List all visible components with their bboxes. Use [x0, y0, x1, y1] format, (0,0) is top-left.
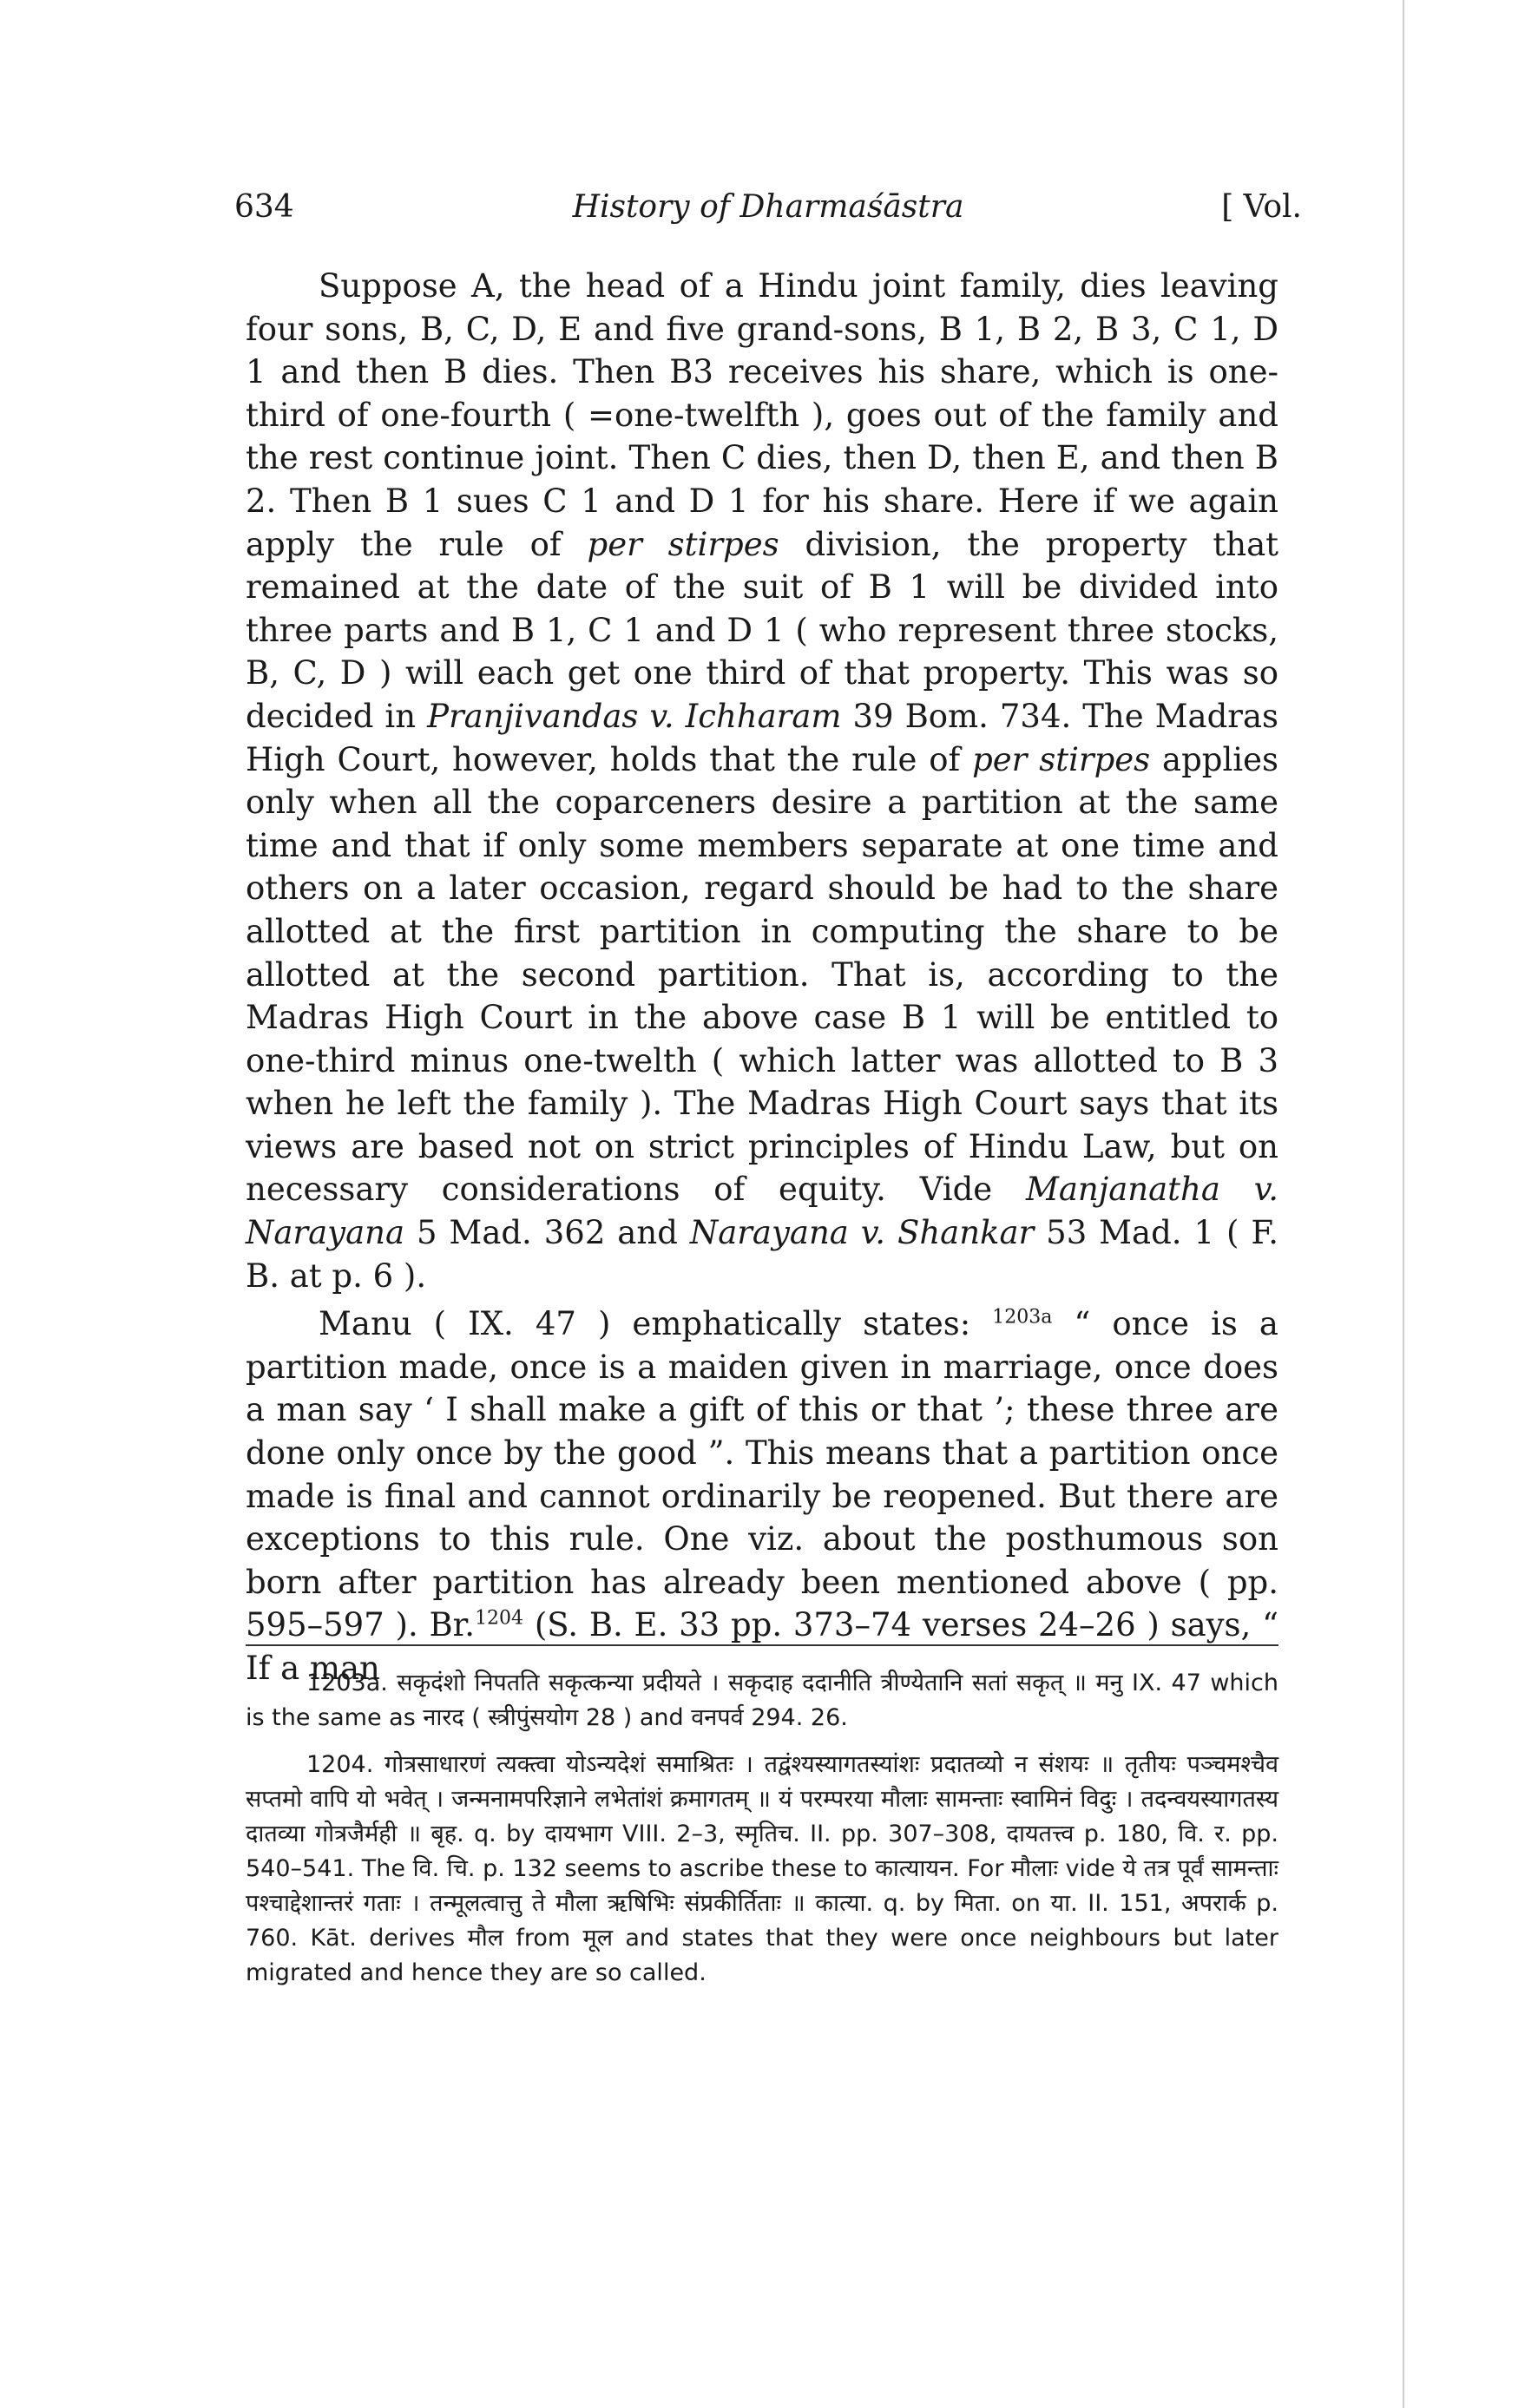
- volume-label: [ Vol.: [1221, 189, 1302, 225]
- text-run: (S. B. E. 33 pp. 373–74 verses 24–26 ) says, “ If a man: [246, 1606, 1278, 1687]
- text-run: Manu ( IX. 47 ) emphatically states:: [319, 1305, 993, 1343]
- paragraph: [246, 265, 1278, 1297]
- text-run: 53 Mad. 1 ( F. B. at p. 6 ).: [246, 1214, 1278, 1295]
- footnote-text: 1204. गोत्रसाधारणं त्यक्त्वा योऽन्यदेशं समाश्रितः । तद्वंश्यस्यागतस्यांशः प्रदातव्यो न संशयः ॥ तृतीयः पञ्चमश्चैव सप्तमो वापि यो भवेत् । जन्मनामपरिज्ञाने लभेतांशं क्रमागतम् ॥ यं परम्परया मौलाः सामन्ताः स्वामिनं विदुः । तदन्वयस्यागतस्य दातव्या गोत्रजैर्मही ॥ बृह. q. by दायभाग VIII. 2–3, स्मृतिच. II. pp. 307–308, दायतत्त्व p. 180, वि. र. pp. 540–541. The वि. चि. p. 132 seems to ascribe these to कात्यायन. For मौलाः vide ये तत्र पूर्वं सामन्ताः पश्चाद्देशान्तरं गताः । तन्मूलत्वात्तु ते मौला ऋषिभिः संप्रकीर्तिताः ॥ कात्या. q. by मिता. on या. II. 151, अपरार्क p. 760. Kāt. derives मौल from मूल and states that they were once neighbours but later migrated and hence they are so called.: [246, 1751, 1278, 1986]
- text-run: Suppose A, the head of a Hindu joint family, dies leaving four sons, B, C, D, E and five grand-sons, B 1, B 2, B 3, C 1, D 1 and then B dies. Then B3 receives his share, which is one-third of one-fourth ( =one-twelfth ), goes out of the family and the rest continue joint. Then C dies, then D, then E, and then B 2. Then B 1 sues C 1 and D 1 for his share. Here if we again apply the rule of: [246, 267, 1278, 563]
- footnote-ref: 1203a: [992, 1306, 1053, 1329]
- main-text: [246, 265, 1278, 1690]
- footnote-1203a: [246, 1666, 1278, 1735]
- paragraph: [246, 1302, 1278, 1690]
- text-run: “ once is a partition made, once is a maiden given in marriage, once does a man say ‘ I shall make a gift of this or that ’; these three are done only once by the good ”. This means that a partition once made is final and cannot ordinarily be reopened. But there are exceptions to this rule. One viz. about the posthumous son born after partition has already been mentioned above ( pp. 595–597 ). Br.: [246, 1305, 1278, 1644]
- case-citation: Manjanatha v. Narayana: [246, 1171, 1278, 1252]
- footnote-rule: [246, 1644, 1278, 1646]
- page-edge-line: [1403, 0, 1404, 2408]
- running-title: History of Dharmaśāstra: [572, 189, 964, 225]
- italic-term: per stirpes: [972, 740, 1151, 778]
- text-run: division, the property that remained at the date of the suit of B 1 will be divided into three parts and B 1, C 1 and D 1 ( who represent three stocks, B, C, D ) will each get one third of that property. This was so decided in: [246, 525, 1279, 735]
- case-citation: Pranjivandas v. Ichharam: [427, 697, 842, 735]
- page-number: 634: [234, 189, 294, 225]
- footnotes: [246, 1666, 1278, 1991]
- footnote-text: 1203a. सकृदंशो निपतति सकृत्कन्या प्रदीयते । सकृदाह ददानीति त्रीण्येतानि सतां सकृत् ॥ मनु IX. 47 which is the same as नारद ( स्त्रीपुंसयोग 28 ) and वनपर्व 294. 26.: [246, 1670, 1278, 1731]
- text-run: 5 Mad. 362 and: [404, 1214, 690, 1252]
- italic-term: per stirpes: [587, 525, 779, 563]
- running-header: [234, 189, 1302, 241]
- case-citation: Narayana v. Shankar: [689, 1214, 1035, 1252]
- footnote-1204: [246, 1748, 1278, 1991]
- footnote-ref: 1204: [475, 1608, 524, 1630]
- text-run: 39 Bom. 734. The Madras High Court, however, holds that the rule of: [246, 697, 1279, 778]
- text-run: applies only when all the coparceners desire a partition at the same time and that if only some members separate at one time and others on a later occasion, regard should be had to the share allotted at the first partition in computing the share to be allotted at the second partition. That is, according to the Madras High Court in the above case B 1 will be entitled to one-third minus one-twelth ( which latter was allotted to B 3 when he left the family ). The Madras High Court says that its views are based not on strict principles of Hindu Law, but on necessary considerations of equity. Vide: [246, 740, 1279, 1209]
